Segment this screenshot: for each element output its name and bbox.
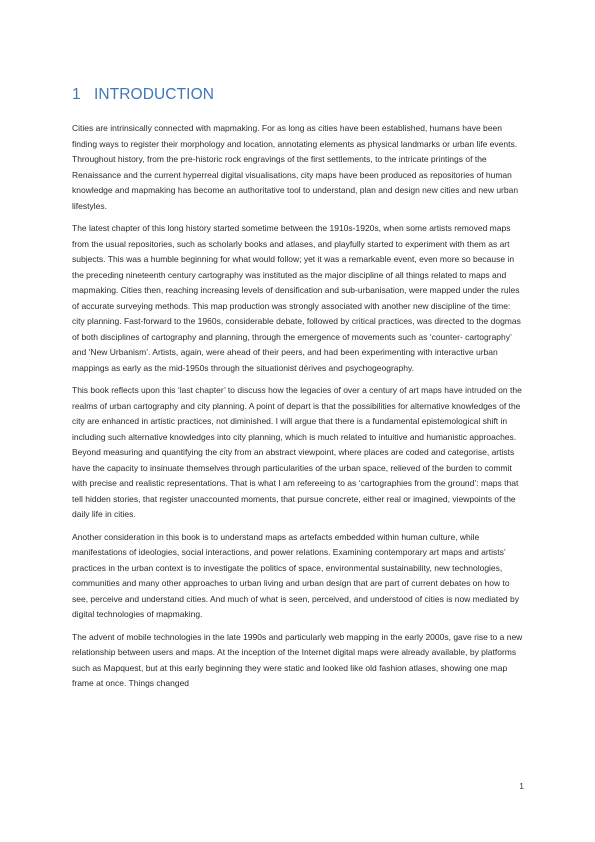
paragraph: Cities are intrinsically connected with mapmaking. For as long as cities have been established, humans have been finding ways to register their morphology and location, annotating elements as physical landmarks or urban life events. Throughout history, from the pre-historic rock engravings of the first settlements, to the intricate printings of the Renaissance and the current hyperreal digital visualisations, city maps have been produced as repositories of human knowledge and mapmaking has become an authoritative tool to understand, plan and design new cities and new urban lifestyles. <box>72 123 519 211</box>
chapter-heading <box>72 86 214 104</box>
page-number: 1 <box>519 781 524 791</box>
body-text <box>72 121 524 699</box>
chapter-title: INTRODUCTION <box>94 86 215 103</box>
paragraph: This book reflects upon this ‘last chapter’ to discuss how the legacies of over a century of art maps have intruded on the realms of urban cartography and city planning. A point of depart is that the possibilities for alternative knowledges of the city are enhanced in artistic practices, not diminished. I will argue that there is a fundamental epistemological shift in including such alternative knowledges into city planning, which is much related to intuitive and humanistic approaches. Beyond measuring and quantifying the city from an abstract viewpoint, where places are coded and categorise, artists have the capacity to insinuate themselves through particularities of the urban space, relieved of the burden to commit with precise and realistic representations. That is what I am refereeing to as ‘cartographies from the ground’: maps that tell hidden stories, that register unaccounted moments, that pursue concrete, either real or imagined, viewpoints of the daily life in cities. <box>72 385 522 519</box>
chapter-number: 1 <box>72 86 81 103</box>
paragraph: The latest chapter of this long history started sometime between the 1910s-1920s, when some artists removed maps from the usual repositories, such as scholarly books and atlases, and playfully started to experiment with them as art subjects. This was a humble beginning for what would follow; yet it was a remarkable event, even more so because in the preceding nineteenth century cartography was instituted as the major discipline of all things related to maps and mapmaking. Cities then, reaching increasing levels of densification and sub-urbanisation, were mapped under the rules of accurate surveying methods. This map production was strongly associated with another new discipline of the time: city planning. Fast-forward to the 1960s, considerable debate, followed by critical practices, was directed to the dogmas of both disciplines of cartography and planning, through the emergence of movements such as ‘counter- cartography’ and ‘New Urbanism’. Artists, again, were ahead of their peers, and had been experimenting with interactive urban mappings as early as the mid-1950s through the situationist dérives and psychogeography. <box>72 223 521 373</box>
paragraph: The advent of mobile technologies in the late 1990s and particularly web mapping in the early 2000s, gave rise to a new relationship between users and maps. At the inception of the Internet digital maps were already available, by platforms such as Mapquest, but at this early beginning they were static and looked like old fashion atlases, showing one map frame at once. Things changed <box>72 631 523 688</box>
paragraph: Another consideration in this book is to understand maps as artefacts embedded within human culture, while manifestations of ideologies, social interactions, and power relations. Examining contemporary art maps and artists’ practices in the urban context is to investigate the politics of space, environmental sustainability, new technologies, communities and many other approaches to urban living and urban design that are part of current debates on how to see, perceive and understand cities. And much of what is seen, perceived, and understood of cities is now mediated by digital technologies of mapmaking. <box>72 531 519 619</box>
